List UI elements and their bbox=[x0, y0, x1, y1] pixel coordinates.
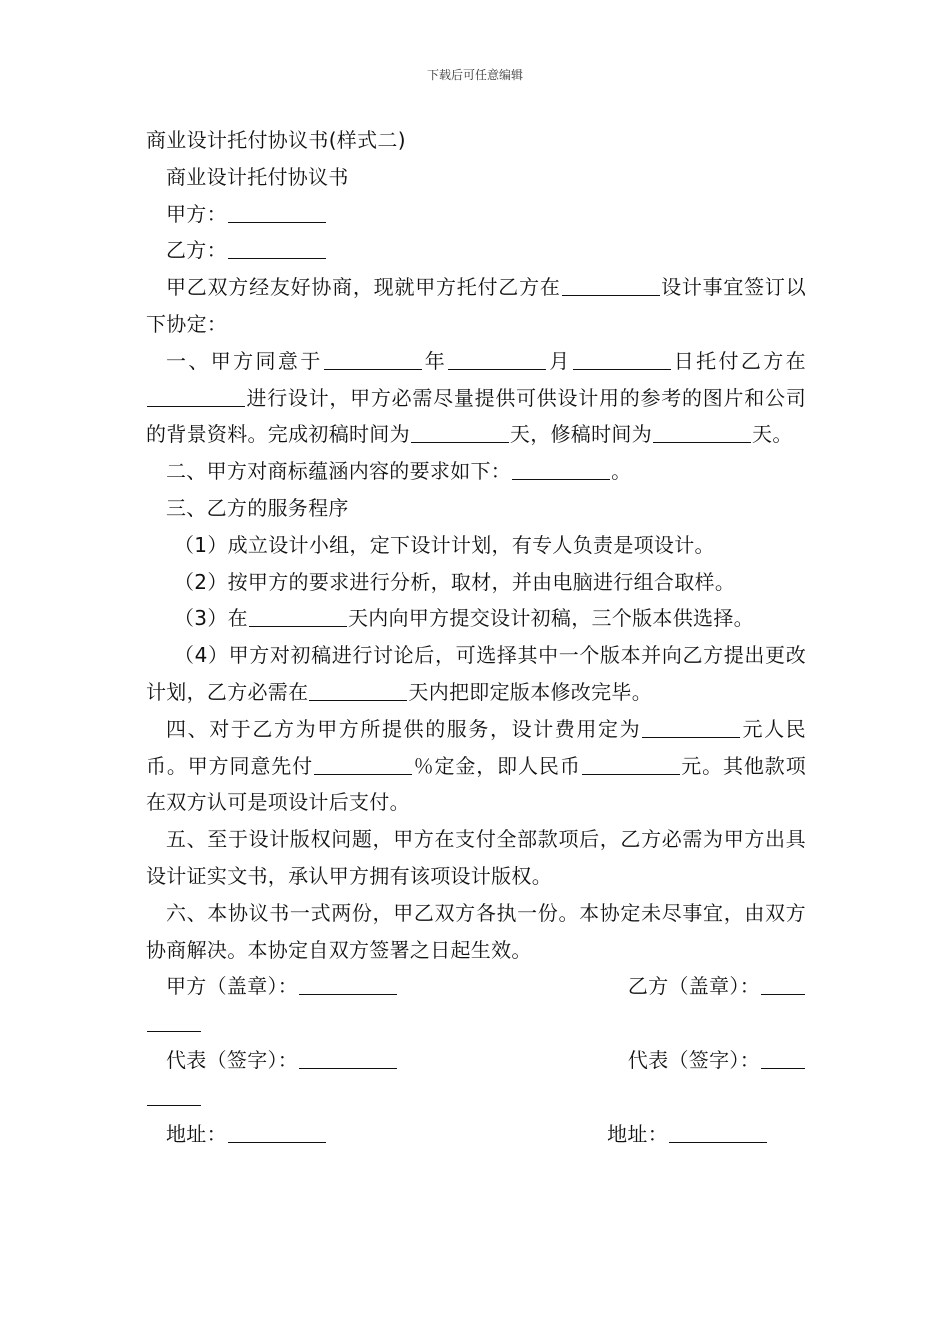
party-b-seal-label: 乙方（盖章）： bbox=[627, 974, 760, 999]
clause-4-text-4: 元。其他款项在双方认可是项设计后支付。 bbox=[146, 753, 806, 815]
party-a-blank[interactable] bbox=[228, 204, 326, 223]
party-a-rep-blank[interactable] bbox=[299, 1050, 397, 1069]
clause-5: 五、至于设计版权问题，甲方在支付全部款项后，乙方必需为甲方出具设计证实文书，承认甲方拥有该项设计版权。 bbox=[146, 827, 806, 888]
party-a-addr-label: 地址： bbox=[166, 1121, 227, 1146]
party-b-rep-blank[interactable] bbox=[761, 1050, 805, 1069]
clause-1-text-7: 天。 bbox=[752, 422, 793, 447]
clause-3-item-1: （1）成立设计小组，定下设计计划，有专人负责是项设计。 bbox=[174, 532, 715, 557]
clause-1-text-1: 一、甲方同意于 bbox=[166, 348, 323, 373]
clause-3-item-3-text-2: 天内向甲方提交设计初稿，三个版本供选择。 bbox=[347, 606, 754, 631]
party-a-address bbox=[166, 1116, 327, 1153]
clause-1-place-blank[interactable] bbox=[147, 388, 245, 407]
party-a-seal-label: 甲方（盖章）： bbox=[166, 974, 299, 999]
party-a-seal bbox=[166, 968, 398, 1005]
clause-4-text-1: 四、对于乙方为甲方所提供的服务，设计费用定为 bbox=[166, 716, 642, 741]
clause-1-text-3: 月 bbox=[547, 348, 572, 373]
party-b-blank[interactable] bbox=[228, 240, 326, 259]
clause-3-item-4-text-1: （4）甲方对初稿进行讨论后，可选择其中一个版本并向乙方提出更改计划，乙方必需在 bbox=[146, 643, 806, 704]
clause-1-month-blank[interactable] bbox=[448, 351, 546, 370]
clause-3-item-3-text-1: （3）在 bbox=[174, 606, 248, 631]
party-a-representative bbox=[166, 1042, 398, 1079]
clause-2 bbox=[146, 453, 806, 490]
clause-3-item-2: （2）按甲方的要求进行分析，取材，并由电脑进行组合取样。 bbox=[174, 569, 736, 594]
party-b-address bbox=[607, 1116, 768, 1153]
page-header-note: 下载后可任意编辑 bbox=[426, 68, 523, 82]
clause-3-item-3 bbox=[146, 600, 806, 637]
clause-1-text-4: 日托付乙方在 bbox=[671, 348, 806, 373]
clause-1-text-6: 天，修稿时间为 bbox=[509, 422, 653, 447]
clause-3-item-4-text-2: 天内把即定版本修改完毕。 bbox=[408, 679, 653, 704]
seal-row bbox=[146, 968, 806, 1005]
party-a-rep-label: 代表（签字）： bbox=[166, 1047, 299, 1072]
party-b-line bbox=[146, 232, 806, 269]
party-b-addr-label: 地址： bbox=[607, 1121, 668, 1146]
clause-1-day-blank[interactable] bbox=[573, 351, 671, 370]
party-b-seal-blank-2[interactable] bbox=[147, 1013, 201, 1032]
party-b-addr-blank[interactable] bbox=[669, 1124, 767, 1143]
address-row bbox=[146, 1116, 806, 1153]
intro-paragraph bbox=[146, 269, 806, 343]
intro-text-1: 甲乙双方经友好协商，现就甲方托付乙方在 bbox=[166, 275, 561, 300]
party-b-label: 乙方： bbox=[166, 238, 227, 263]
clause-1-revise-days-blank[interactable] bbox=[653, 424, 751, 443]
party-a-addr-blank[interactable] bbox=[228, 1124, 326, 1143]
clause-6: 六、本协议书一式两份，甲乙双方各执一份。本协定未尽事宜，由双方协商解决。本协定自双方签署之日起生效。 bbox=[146, 900, 806, 962]
document-subtitle: 商业设计托付协议书 bbox=[166, 164, 349, 189]
party-a-line bbox=[146, 196, 806, 233]
clause-1-text-2: 年 bbox=[422, 348, 448, 373]
clause-2-text-2: 。 bbox=[611, 459, 632, 484]
clause-4-text-3: ％定金，即人民币 bbox=[413, 753, 581, 778]
party-b-seal-blank-continued bbox=[146, 1005, 806, 1042]
clause-1-text-5: 进行设计，甲方必需尽量提供可供设计用的参考的图片和公司的背景资料。完成初稿时间为 bbox=[146, 385, 806, 447]
party-a-seal-blank[interactable] bbox=[299, 976, 397, 995]
party-b-rep-blank-2[interactable] bbox=[147, 1087, 201, 1106]
intro-text-2: 设计事宜签订以下协定： bbox=[146, 275, 806, 336]
clause-4-deposit-blank[interactable] bbox=[582, 756, 680, 775]
clause-4-percent-blank[interactable] bbox=[314, 756, 412, 775]
clause-4 bbox=[146, 711, 806, 821]
clause-1-draft-days-blank[interactable] bbox=[411, 424, 509, 443]
clause-1 bbox=[146, 343, 806, 453]
party-b-rep-blank-continued bbox=[146, 1079, 806, 1116]
representative-row bbox=[146, 1042, 806, 1079]
intro-blank[interactable] bbox=[562, 277, 660, 296]
party-b-rep-label: 代表（签字）： bbox=[627, 1047, 760, 1072]
clause-4-fee-blank[interactable] bbox=[642, 719, 740, 738]
clause-2-blank[interactable] bbox=[512, 461, 610, 480]
clause-4-text-2: 元人民币。甲方同意先付 bbox=[146, 716, 806, 778]
party-b-representative bbox=[628, 1042, 806, 1079]
clause-3-item-4-blank[interactable] bbox=[309, 682, 407, 701]
clause-1-year-blank[interactable] bbox=[324, 351, 422, 370]
clause-3-item-3-blank[interactable] bbox=[249, 608, 347, 627]
clause-2-text-1: 二、甲方对商标蕴涵内容的要求如下： bbox=[166, 459, 512, 484]
party-b-seal bbox=[628, 968, 806, 1005]
clause-3-heading: 三、乙方的服务程序 bbox=[166, 495, 349, 520]
party-a-label: 甲方： bbox=[166, 201, 227, 226]
document-title: 商业设计托付协议书(样式二) bbox=[146, 128, 406, 152]
clause-3-item-4 bbox=[146, 637, 806, 711]
agreement-document bbox=[146, 122, 806, 1152]
party-b-seal-blank[interactable] bbox=[761, 976, 805, 995]
